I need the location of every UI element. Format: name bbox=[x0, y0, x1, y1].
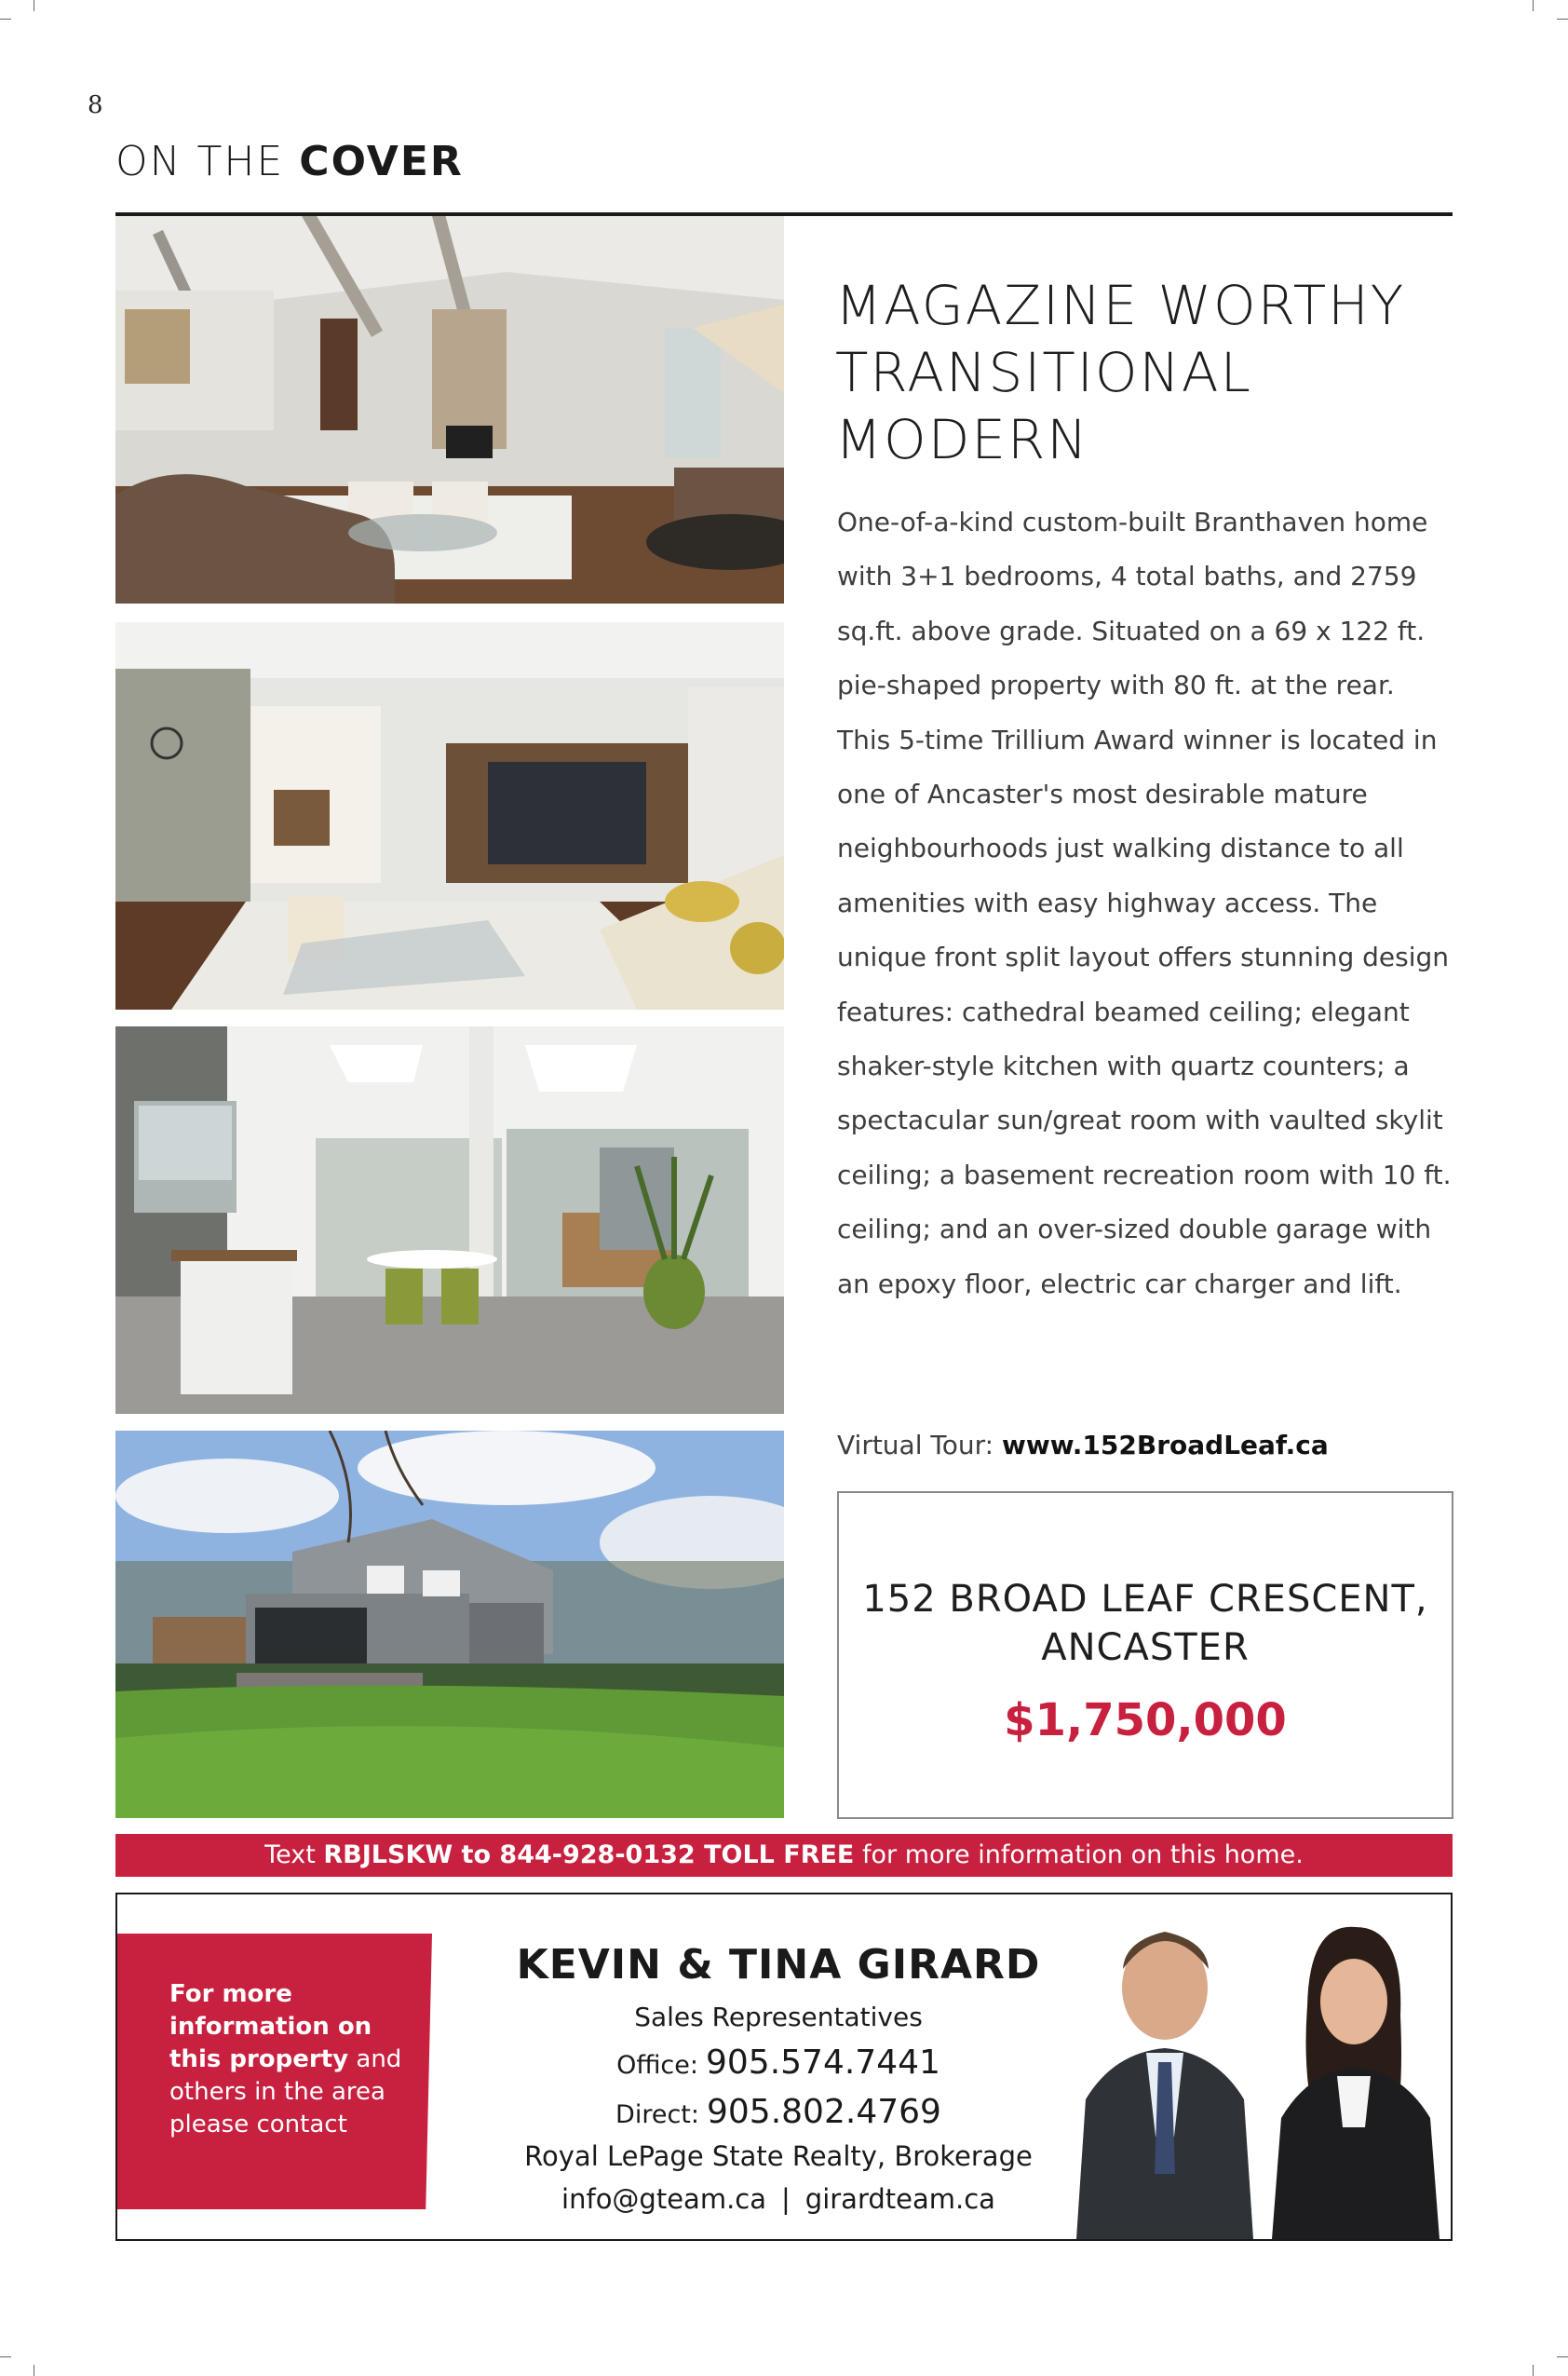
virtual-tour bbox=[837, 1425, 1452, 1466]
crop-mark bbox=[0, 19, 11, 20]
website-link[interactable]: girardteam.ca bbox=[804, 2183, 995, 2215]
listing-headline: MAGAZINE WORTHY TRANSITIONAL MODERN bbox=[835, 274, 1406, 471]
property-address: 152 BROAD LEAF CRESCENT, ANCASTER bbox=[862, 1578, 1428, 1669]
cta-code: RBJLSKW to 844-928-0132 TOLL FREE bbox=[323, 1840, 855, 1869]
email-link[interactable]: info@gteam.ca bbox=[561, 2183, 767, 2215]
crop-mark bbox=[1557, 19, 1568, 20]
crop-mark bbox=[1533, 2365, 1534, 2376]
office-label: Office: bbox=[616, 2051, 698, 2080]
cta-suffix: for more information on this home. bbox=[861, 1840, 1304, 1869]
brokerage-name: Royal LePage State Realty, Brokerage bbox=[524, 2140, 1033, 2172]
listing-description: One-of-a-kind custom-built Branthaven home with 3+1 bedrooms, 4 total baths, and 2759 sq.ft. above grade. Situated on a 69 x 122 ft. pie-shaped property with 80 ft. at the rear. This 5-time Trillium Award winner is located in one of Ancaster's most desirable mature neighbourhoods just walking distance to all amenities with easy highway access. The unique front split layout offers stunning design features: cathedral beamed ceiling; elegant shaker-style kitchen with quartz counters; a spectacular sun/great room with vaulted skylit ceiling; a basement recreation room with 10 ft. ceiling; and an over-sized double garage with an epoxy floor, electric car charger and lift. bbox=[837, 507, 1452, 1299]
crop-mark bbox=[0, 2356, 11, 2357]
price-box bbox=[837, 1491, 1453, 1819]
crop-mark bbox=[1533, 0, 1534, 11]
office-phone-line bbox=[490, 2043, 1067, 2082]
text-cta-bar bbox=[115, 1834, 1453, 1877]
office-phone[interactable]: 905.574.7441 bbox=[705, 2043, 940, 2082]
sunroom-photo bbox=[115, 1026, 784, 1414]
living-room-photo bbox=[115, 216, 784, 604]
family-room-photo bbox=[115, 622, 784, 1010]
agent-details bbox=[490, 1941, 1067, 2215]
agent-names: KEVIN & TINA GIRARD bbox=[516, 1941, 1041, 1989]
direct-label: Direct: bbox=[615, 2100, 699, 2129]
exterior-photo bbox=[115, 1431, 784, 1818]
agent-role: Sales Representatives bbox=[634, 2002, 923, 2032]
crop-mark bbox=[1557, 2356, 1568, 2357]
cta-prefix: Text bbox=[264, 1840, 316, 1869]
section-title-light: ON THE bbox=[115, 138, 285, 185]
section-title bbox=[115, 138, 464, 185]
ribbon-bold-text: For more information on this property bbox=[169, 1980, 372, 2073]
agent-portraits bbox=[1058, 1894, 1451, 2239]
web-contact-line bbox=[490, 2183, 1067, 2215]
direct-phone[interactable]: 905.802.4769 bbox=[707, 2093, 941, 2131]
contact-ribbon-text bbox=[169, 1978, 421, 2141]
section-title-bold: COVER bbox=[299, 138, 464, 185]
direct-phone-line bbox=[490, 2093, 1067, 2131]
agent-contact-box bbox=[115, 1893, 1453, 2241]
ribbon-rest-text: and others in the area please contact bbox=[169, 2045, 402, 2138]
page-number: 8 bbox=[88, 91, 103, 119]
virtual-tour-label: Virtual Tour: bbox=[837, 1430, 994, 1460]
virtual-tour-link[interactable]: www.152BroadLeaf.ca bbox=[1001, 1430, 1329, 1460]
listing-price: $1,750,000 bbox=[1004, 1694, 1287, 1746]
contact-divider: | bbox=[781, 2183, 791, 2215]
